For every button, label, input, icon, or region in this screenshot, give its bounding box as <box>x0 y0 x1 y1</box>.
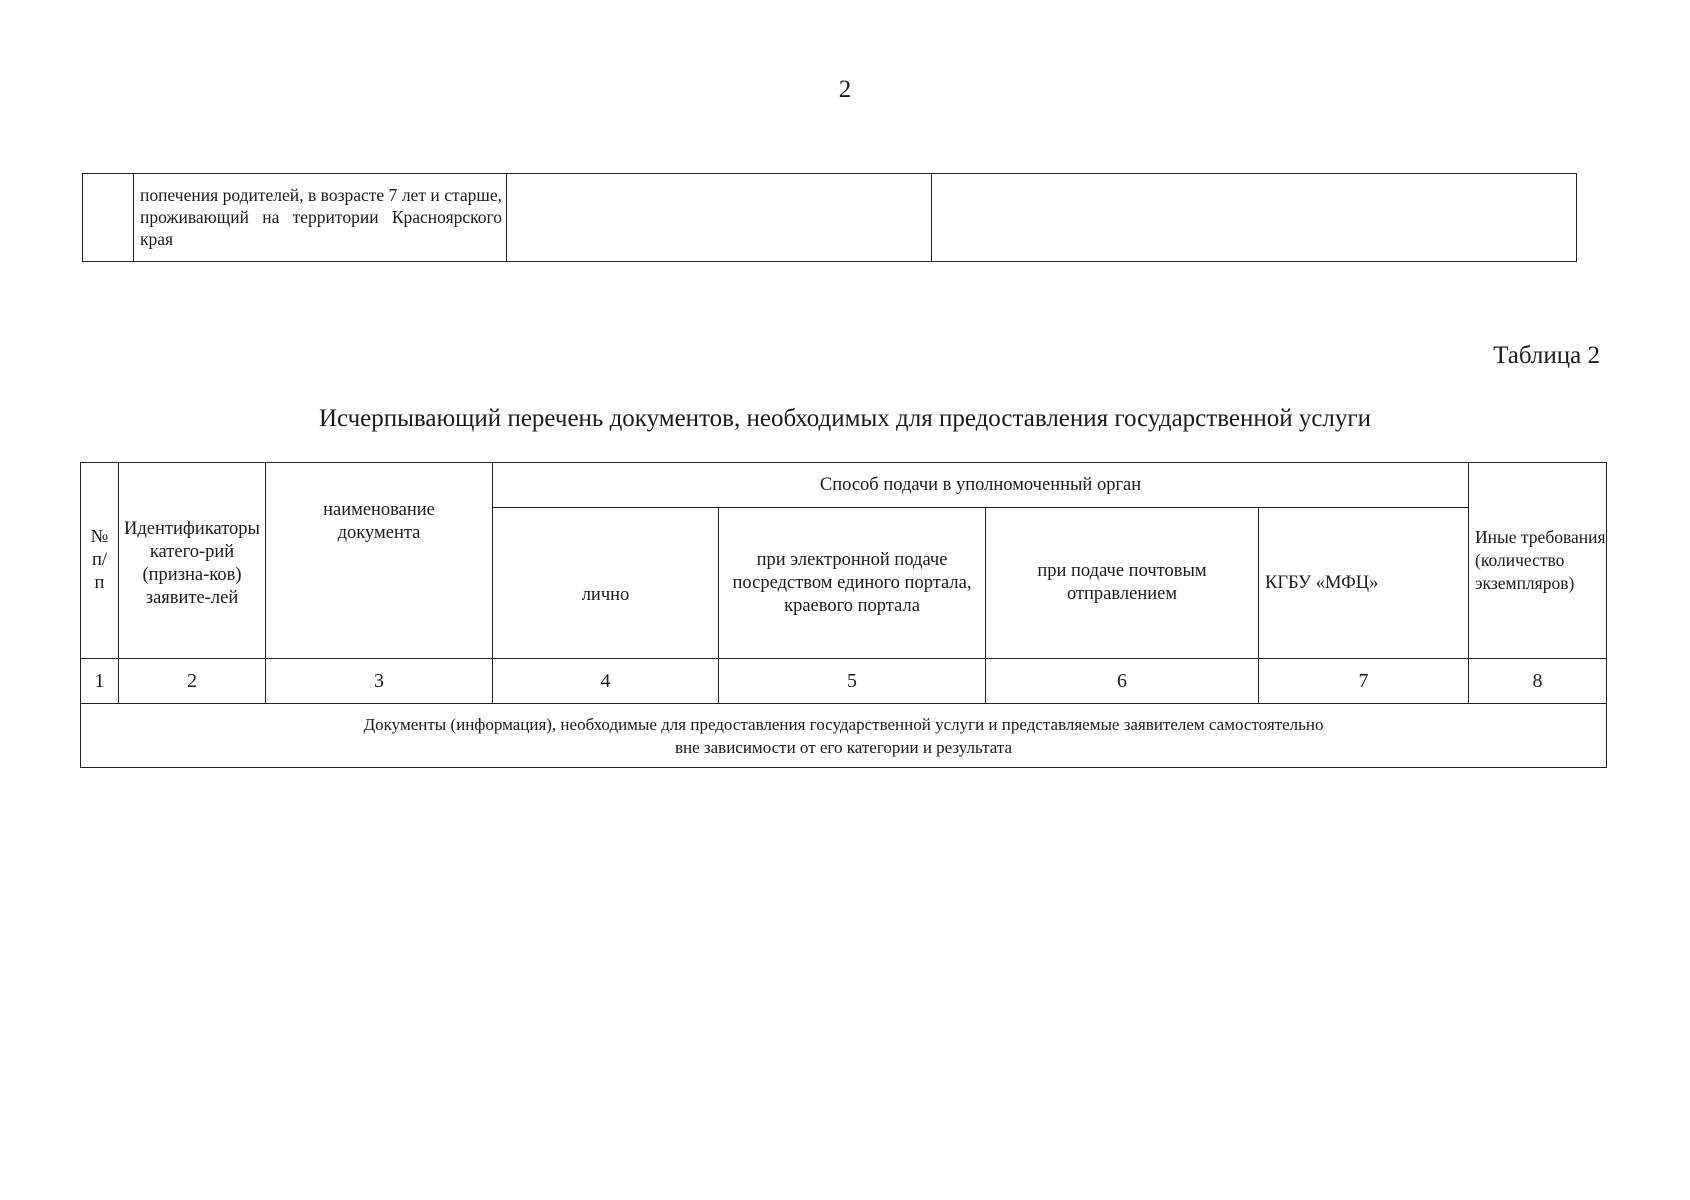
page-number: 2 <box>838 76 852 103</box>
header-num: № п/п <box>81 463 119 659</box>
column-number: 1 <box>81 659 119 704</box>
section-heading <box>81 704 1607 768</box>
documents-table <box>80 462 1607 768</box>
header-row <box>81 463 1607 508</box>
section-heading-row <box>81 704 1607 768</box>
column-number: 5 <box>719 659 986 704</box>
header-mfc: КГБУ «МФЦ» <box>1259 508 1469 659</box>
table-cell <box>932 174 1577 262</box>
table-label: Таблица 2 <box>1493 342 1600 369</box>
column-numbers-row <box>81 659 1607 704</box>
table-cell <box>134 174 507 262</box>
column-number: 6 <box>986 659 1259 704</box>
column-number: 7 <box>1259 659 1469 704</box>
column-number: 4 <box>493 659 719 704</box>
column-number: 8 <box>1469 659 1607 704</box>
column-number: 2 <box>119 659 266 704</box>
applicant-category-text: попечения родителей, в возрасте 7 лет и старше, проживающий на территории Красноярского края <box>140 185 502 249</box>
header-electronic: при электронной подаче посредством единого портала, краевого портала <box>719 508 986 659</box>
column-number: 3 <box>266 659 493 704</box>
table-title: Исчерпывающий перечень документов, необходимых для предоставления государственной услуги <box>318 405 1372 432</box>
header-submission-method: Способ подачи в уполномоченный орган <box>493 463 1469 508</box>
header-by-mail: при подаче почтовым отправлением <box>986 508 1259 659</box>
table-cell <box>507 174 932 262</box>
table-cell <box>83 174 134 262</box>
section-heading-line: вне зависимости от его категории и результата <box>674 737 1013 757</box>
header-in-person: лично <box>493 508 719 659</box>
table-row <box>83 174 1577 262</box>
continued-table <box>82 173 1577 262</box>
section-heading-line: Документы (информация), необходимые для предоставления государственной услуги и представляемые заявителем самостоятельно <box>363 714 1324 734</box>
header-document-name: наименование документа <box>266 463 493 659</box>
header-other-requirements: Иные требования (количество экземпляров) <box>1469 463 1607 659</box>
header-identifiers: Идентификаторы катего-рий (призна-ков) заявите-лей <box>119 463 266 659</box>
